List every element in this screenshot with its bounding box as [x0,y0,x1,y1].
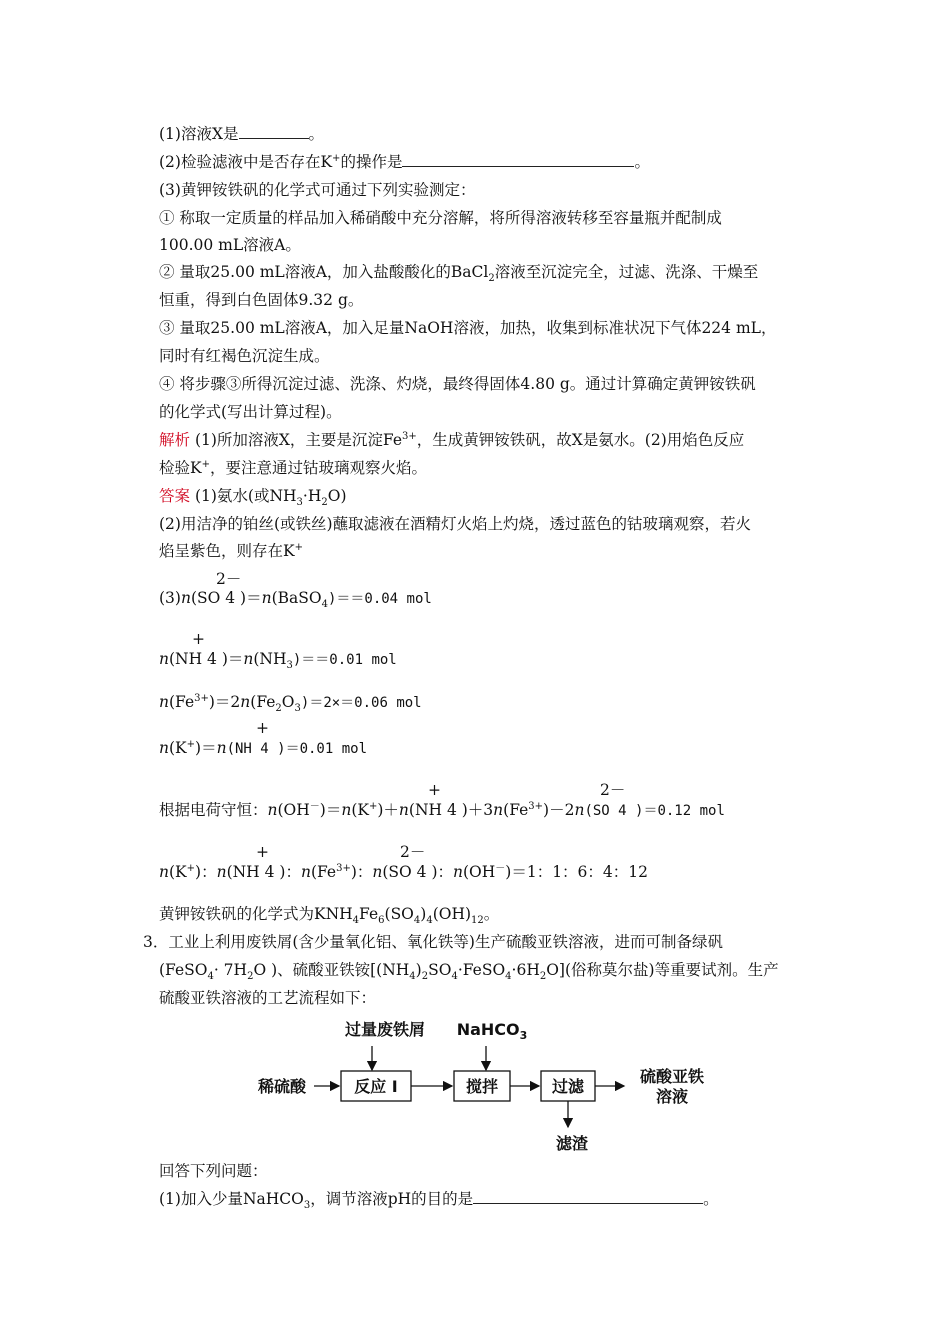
answer-text: ·H [302,487,322,505]
formula-text: Fe [359,905,379,923]
answer-text: 焰呈紫色，则存在K [159,542,295,560]
subscript: 3 [303,1200,311,1212]
flow-box-reaction-label: 反应 I [354,1077,398,1096]
subscript: 2 [488,273,495,285]
flow-input-scrap: 过量废铁屑 [344,1020,426,1039]
q3-question-text: ，调节溶液pH的目的是 [310,1190,474,1208]
charge-label: 2－ [400,843,426,861]
calc-text: )＝ [195,739,217,757]
calc-line-sulfate [159,588,432,609]
charge-label: + [428,781,441,799]
subscript: 3 [286,660,293,672]
calc-text: (NH 4 )＝ [168,650,244,668]
subscript: 2 [275,703,282,715]
calc-n: n [159,693,169,711]
subscript: 4 [352,915,360,927]
calc-n: n [180,589,191,607]
calc-text: (SO 4 )＝ [190,589,262,607]
calc-text: (Fe [250,693,276,711]
subscript: 2 [421,971,429,983]
calc-text: (3) [159,589,181,607]
superscript: + [186,738,196,750]
q2-part3-line: (3)黄钾铵铁矾的化学式可通过下列实验测定： [159,181,476,199]
q2-part1-line [159,124,324,144]
calc-n: n [398,801,409,819]
calc-n: n [261,589,272,607]
charge-label: + [256,843,269,861]
calc-line-ratio [159,862,648,882]
calc-text: )－2 [543,801,575,819]
q3-text: SO [428,961,452,979]
step3-line-b: 同时有红褐色沉淀生成。 [159,347,330,365]
charge-label: + [192,630,205,648]
step2-text: ② 量取25.00 mL溶液A，加入盐酸酸化的BaCl [159,263,489,281]
analysis-text: 检验K [159,459,202,477]
answer-line-1 [159,486,347,509]
subscript: 4 [413,915,421,927]
q3-text: ·6H [511,961,540,979]
superscript: + [368,800,378,812]
calc-n: n [216,863,227,881]
q3-question-1 [159,1189,719,1212]
subscript: 2 [247,971,254,983]
calc-n: n [267,801,278,819]
q3-line-1: 3．工业上利用废铁屑(含少量氧化铝、氧化铁等)生产硫酸亚铁溶液，进而可制备绿矾 [143,933,723,951]
calc-value: (SO 4 )＝0.12 mol [584,803,725,819]
calc-n: n [243,650,254,668]
calc-text: (NH 4 )： [226,863,301,881]
flow-box-filter-label: 过滤 [551,1077,585,1096]
calc-text: O [281,693,295,711]
q3-question-end: 。 [703,1190,719,1208]
superscript: 3+ [402,430,417,442]
calc-line-charge [159,800,725,821]
calc-text: (NH [253,650,287,668]
answer-blank [239,124,309,139]
analysis-line-a [159,430,744,450]
superscript: － [495,862,506,874]
analysis-label: 解析 [159,431,191,449]
q3-text: O )、硫酸亚铁铵[(NH [253,961,410,979]
calc-n: n [159,650,169,668]
calc-n: n [372,863,383,881]
subscript: 2 [539,971,547,983]
flow-output-line1: 硫酸亚铁 [639,1067,705,1086]
q3-text: ) [415,961,422,979]
subscript: 4 [321,599,328,611]
q2-part2-end: 。 [634,153,650,171]
calc-text: (OH [463,863,496,881]
calc-value: (NH 4 )＝0.01 mol [226,741,367,757]
calc-text: 根据电荷守恒： [159,801,268,819]
subscript: 4 [505,971,512,983]
q2-part2-mid: 的操作是 [340,153,403,171]
calc-text: (Fe [168,693,195,711]
calc-text: (K [351,801,369,819]
subscript: 3 [294,703,301,715]
formula-text: ) [420,905,427,923]
answer-line-2b [159,541,303,561]
subscript: 4 [451,971,458,983]
step2-line-a [159,262,759,285]
answer-text: (1)氨水(或NH [190,487,297,505]
calc-text: )＋ [377,801,399,819]
calc-value: )＝2×＝0.06 mol [300,695,422,711]
calc-n: n [240,693,251,711]
analysis-line-b [159,458,427,478]
subscript: 12 [471,915,484,927]
subscript: 4 [207,971,214,983]
step1-line-b: 100.00 mL溶液A。 [159,236,301,254]
subscript: 4 [409,971,416,983]
q3-text: ·FeSO [457,961,506,979]
superscript: － [309,800,320,812]
formula-text: (SO [384,905,414,923]
flow-input-nahco3: NaHCO$_3$ [456,1020,528,1042]
superscript: + [332,152,341,164]
calc-text: (NH 4 )＋3 [408,801,494,819]
superscript: + [186,862,196,874]
q3-question-text: (1)加入少量NaHCO [159,1190,304,1208]
superscript: 3+ [336,862,351,874]
superscript: + [294,541,303,553]
q3-answer-intro: 回答下列问题： [159,1162,268,1180]
flow-box-stir-label: 搅拌 [465,1077,499,1096]
flow-input-acid: 稀硫酸 [257,1077,307,1096]
q3-line-3: 硫酸亚铁溶液的工艺流程如下： [159,989,377,1007]
flow-output-line2: 溶液 [655,1087,689,1106]
calc-value: )＝1：1：6：4：12 [505,863,648,881]
q2-part1-text: (1)溶液X是 [159,125,239,143]
q2-part2-line [159,152,650,172]
step1-line-a: ① 称取一定质量的样品加入稀硝酸中充分溶解，将所得溶液转移至容量瓶并配制成 [159,209,722,227]
analysis-text-end: ，要注意通过钴玻璃观察火焰。 [209,459,427,477]
calc-text: (BaSO [271,589,322,607]
answer-blank [402,152,634,167]
calc-text: )＝2 [208,693,241,711]
answer-text: O) [327,487,347,505]
charge-label: 2－ [216,570,242,588]
superscript: + [201,458,210,470]
calc-text: (K [168,739,187,757]
calc-text: (Fe [503,801,529,819]
step4-line-a: ④ 将步骤③所得沉淀过滤、洗涤、灼烧，最终得固体4.80 g。通过计算确定黄钾铵铁矾 [159,375,756,393]
calc-n: n [159,863,169,881]
process-flow-diagram [240,1010,730,1160]
calc-text: )： [195,863,217,881]
step3-line-a: ③ 量取25.00 mL溶液A，加入足量NaOH溶液，加热，收集到标准状况下气体224 mL， [159,319,777,337]
flow-residue: 滤渣 [555,1134,589,1153]
q3-text: (FeSO [159,961,208,979]
subscript: 2 [321,497,328,509]
calc-line-potassium [159,738,367,759]
step2-text-end: 溶液至沉淀完全，过滤、洗涤、干燥至 [494,263,759,281]
subscript: 3 [296,497,303,509]
calc-n: n [341,801,352,819]
answer-blank [473,1189,703,1204]
q2-part1-end: 。 [308,125,325,143]
formula-line [159,904,500,927]
answer-label: 答案 [159,487,191,505]
superscript: 3+ [528,800,544,812]
calc-value: )＝＝0.04 mol [327,591,432,607]
calc-text: )＝ [319,801,342,819]
formula-text: 黄钾铵铁矾的化学式为KNH [159,905,353,923]
q3-line-2 [159,960,779,983]
formula-text: 。 [483,905,500,923]
calc-n: n [300,863,311,881]
calc-n: n [453,863,463,881]
calc-text: (K [168,863,187,881]
analysis-text: (1)所加溶液X，主要是沉淀Fe [190,431,403,449]
calc-value: )＝＝0.01 mol [292,652,397,668]
calc-n: n [216,739,227,757]
subscript: 4 [426,915,433,927]
q2-part2-text: (2)检验滤液中是否存在K [159,153,333,171]
calc-line-ammonium [159,649,397,670]
charge-label: 2－ [600,781,626,799]
calc-line-iron [159,692,422,713]
calc-text: (OH [277,801,310,819]
q3-text: O](俗称莫尔盐)等重要试剂。生产 [546,961,779,979]
calc-n: n [159,739,169,757]
charge-label: + [256,719,269,737]
q3-text: · 7H [213,961,248,979]
step4-line-b: 的化学式(写出计算过程)。 [159,403,342,421]
calc-text: (SO 4 )： [382,863,454,881]
calc-text: )： [350,863,373,881]
calc-n: n [574,801,585,819]
superscript: 3+ [194,692,209,704]
calc-text: (Fe [310,863,337,881]
formula-text: (OH) [432,905,472,923]
step2-line-b: 恒重，得到白色固体9.32 g。 [159,291,364,309]
analysis-text-end: ，生成黄钾铵铁矾，故X是氨水。(2)用焰色反应 [416,431,745,449]
calc-n: n [493,801,504,819]
subscript: 6 [378,915,385,927]
answer-line-2a: (2)用洁净的铂丝(或铁丝)蘸取滤液在酒精灯火焰上灼烧，透过蓝色的钴玻璃观察，若火 [159,515,752,533]
